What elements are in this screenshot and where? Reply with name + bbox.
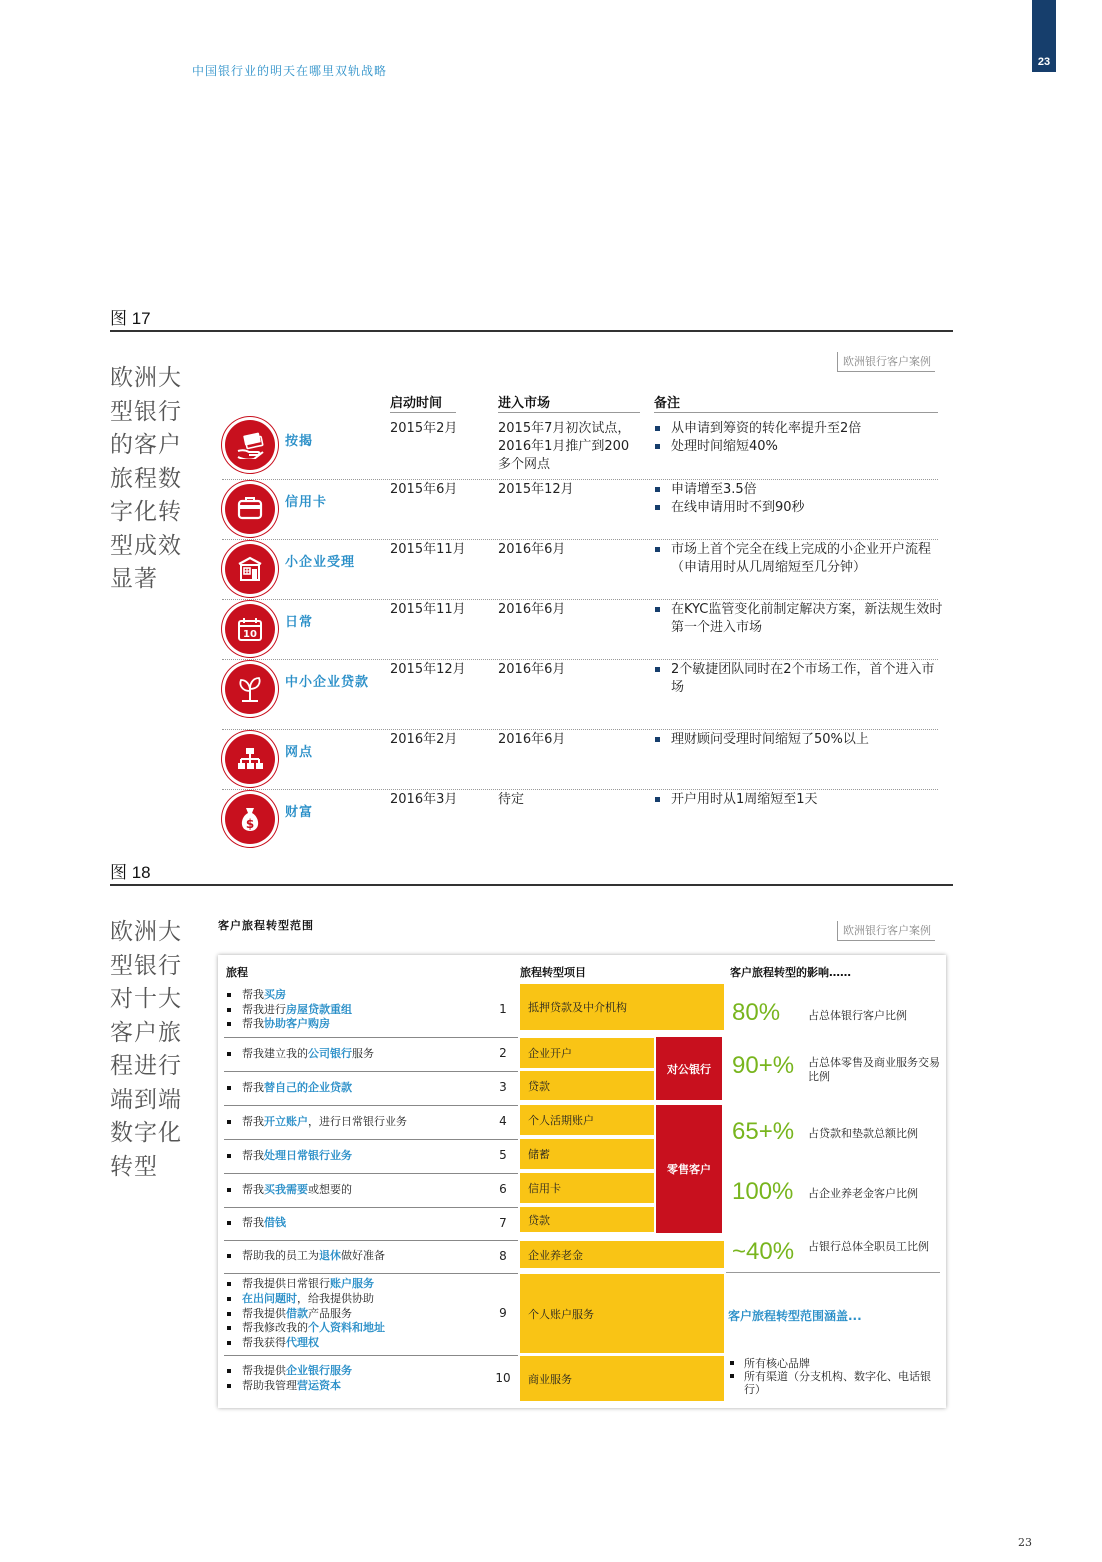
row-start-date: 2015年6月 bbox=[390, 482, 458, 497]
note-item: 申请增至3.5倍 bbox=[654, 481, 944, 499]
svg-text:$: $ bbox=[245, 817, 255, 831]
journey-item bbox=[224, 988, 492, 1003]
impact-description: 占总体银行客户比例 bbox=[808, 1009, 907, 1022]
journey-highlight: 个人资料和地址 bbox=[308, 1321, 385, 1335]
journey-text: 帮我进行 bbox=[242, 1002, 286, 1016]
journey-item bbox=[224, 1277, 492, 1292]
journey-highlight: 借钱 bbox=[264, 1216, 286, 1230]
project-box: 信用卡 bbox=[520, 1173, 654, 1204]
fig18-header-journey: 旅程 bbox=[226, 966, 248, 979]
journey-item bbox=[224, 1003, 492, 1018]
impact-description: 占企业养老金客户比例 bbox=[808, 1187, 918, 1200]
row-name: 中小企业贷款 bbox=[285, 675, 370, 690]
row-notes bbox=[654, 661, 944, 697]
row-notes bbox=[654, 420, 944, 456]
money-bag-icon bbox=[225, 794, 275, 844]
side-title-line: 型银行 bbox=[110, 398, 182, 425]
journey-item bbox=[224, 1364, 492, 1379]
market-line: 2016年6月 bbox=[498, 732, 566, 747]
row-divider bbox=[224, 1355, 518, 1356]
journey-item bbox=[224, 1379, 492, 1394]
table-row bbox=[222, 789, 938, 847]
segment-corporate-banking: 对公银行 bbox=[656, 1037, 722, 1100]
row-notes bbox=[654, 791, 944, 809]
fig17-label: 图 17 bbox=[110, 309, 151, 328]
fig17-header-rule-market bbox=[498, 412, 640, 413]
journey-item bbox=[224, 1183, 492, 1198]
journey-text: 帮我 bbox=[242, 1114, 264, 1128]
impact-description: 占银行总体全职员工比例 bbox=[808, 1240, 929, 1253]
market-line: 2016年1月推广到200 bbox=[498, 439, 630, 454]
project-box: 贷款 bbox=[520, 1207, 654, 1233]
page-tab-number: 23 bbox=[1037, 56, 1051, 68]
side-title-line: 客户旅 bbox=[110, 1019, 182, 1046]
journey-text: 帮我建立我的 bbox=[242, 1046, 308, 1060]
journey-text: ，进行日常银行业务 bbox=[308, 1114, 407, 1128]
fig18-label: 图 18 bbox=[110, 863, 151, 882]
table-row bbox=[222, 599, 943, 660]
fig18-side-title bbox=[110, 916, 188, 1184]
row-divider bbox=[224, 1240, 518, 1241]
project-box: 商业服务 bbox=[520, 1356, 724, 1402]
project-number: 10 bbox=[495, 1371, 511, 1385]
fig18-panel bbox=[218, 955, 946, 1408]
market-line: 2015年7月初次试点， bbox=[498, 421, 631, 436]
journey-text: 产品服务 bbox=[308, 1306, 352, 1320]
scope-list bbox=[728, 1357, 938, 1396]
row-start-date: 2016年3月 bbox=[390, 792, 458, 807]
journey-text: 帮我 bbox=[242, 1080, 264, 1094]
journey-item bbox=[224, 1047, 492, 1062]
journey-list bbox=[224, 1364, 492, 1393]
journey-highlight: 买房 bbox=[264, 987, 286, 1001]
journey-text: 帮我 bbox=[242, 1148, 264, 1162]
journey-text: ，给我提供协助 bbox=[297, 1291, 374, 1305]
fig18-rule bbox=[110, 884, 953, 886]
journey-list bbox=[224, 1277, 492, 1351]
market-line: 待定 bbox=[498, 792, 525, 807]
scope-title: 客户旅程转型范围涵盖... bbox=[728, 1309, 862, 1323]
fig17-header-rule-notes bbox=[654, 412, 938, 413]
journey-highlight: 替自己的企业贷款 bbox=[264, 1080, 352, 1094]
journey-list bbox=[224, 1149, 492, 1164]
project-number: 2 bbox=[499, 1046, 507, 1060]
project-box: 个人账户服务 bbox=[520, 1274, 724, 1354]
journey-text: 服务 bbox=[352, 1046, 374, 1060]
plant-icon bbox=[225, 664, 275, 714]
journey-item bbox=[224, 1017, 492, 1032]
journey-text: 帮我 bbox=[242, 1182, 264, 1196]
side-title-line: 显著 bbox=[110, 566, 158, 592]
journey-highlight: 借款 bbox=[286, 1306, 308, 1320]
fig18-header-project: 旅程转型项目 bbox=[520, 966, 586, 979]
fig18-case-tag: 欧洲银行客户案例 bbox=[837, 921, 935, 941]
scope-item: 所有渠道（分支机构、数字化、电话银行） bbox=[728, 1370, 938, 1396]
row-name: 小企业受理 bbox=[285, 555, 356, 570]
journey-text: 帮我提供 bbox=[242, 1364, 286, 1378]
journey-item bbox=[224, 1115, 492, 1130]
journey-item bbox=[224, 1321, 492, 1336]
row-market-date bbox=[498, 661, 644, 679]
impact-percentage: 100% bbox=[732, 1178, 794, 1205]
journey-list bbox=[224, 988, 492, 1032]
table-row bbox=[222, 539, 938, 600]
row-notes bbox=[654, 481, 944, 517]
fig17-header-start: 启动时间 bbox=[390, 396, 443, 411]
row-start-date: 2016年2月 bbox=[390, 732, 458, 747]
side-title-line: 的客户 bbox=[110, 432, 182, 458]
journey-list bbox=[224, 1081, 492, 1096]
journey-list bbox=[224, 1115, 492, 1130]
row-notes bbox=[654, 541, 944, 577]
journey-highlight: 企业银行服务 bbox=[286, 1364, 352, 1378]
row-market-date bbox=[498, 481, 644, 499]
journey-text: 帮我修改我的 bbox=[242, 1321, 308, 1335]
row-name: 按揭 bbox=[285, 434, 314, 449]
journey-highlight: 在出问题时 bbox=[242, 1291, 297, 1305]
side-title-line: 字化转 bbox=[110, 499, 182, 525]
row-start-date: 2015年2月 bbox=[390, 421, 458, 436]
credit-card-icon bbox=[225, 484, 275, 534]
journey-list bbox=[224, 1249, 492, 1264]
fig17-header-rule-start bbox=[390, 412, 456, 413]
journey-item bbox=[224, 1081, 492, 1096]
note-item: 处理时间缩短40% bbox=[654, 438, 944, 456]
scope-item: 所有核心品牌 bbox=[728, 1357, 938, 1370]
table-row bbox=[222, 729, 938, 790]
note-item: 2个敏捷团队同时在2个市场工作，首个进入市场 bbox=[654, 661, 944, 697]
journey-highlight: 协助客户购房 bbox=[264, 1017, 330, 1031]
side-title-line: 型成效 bbox=[110, 532, 182, 559]
journey-highlight: 房屋贷款重组 bbox=[286, 1002, 352, 1016]
side-title-line: 欧洲大 bbox=[110, 365, 182, 391]
row-divider bbox=[224, 1173, 518, 1174]
row-market-date bbox=[498, 791, 644, 809]
project-number: 6 bbox=[499, 1182, 507, 1196]
journey-item bbox=[224, 1336, 492, 1351]
side-title-line: 转型 bbox=[110, 1153, 158, 1180]
journey-highlight: 退休 bbox=[319, 1249, 341, 1263]
row-market-date bbox=[498, 601, 644, 619]
note-item: 理财顾问受理时间缩短了50%以上 bbox=[654, 731, 944, 749]
row-start-date: 2015年11月 bbox=[390, 602, 466, 617]
project-box: 企业开户 bbox=[520, 1038, 654, 1069]
journey-highlight: 处理日常银行业务 bbox=[264, 1148, 352, 1162]
running-title: 中国银行业的明天在哪里双轨战略 bbox=[192, 64, 388, 78]
journey-item bbox=[224, 1292, 492, 1307]
journey-item bbox=[224, 1307, 492, 1322]
fig17-header-market: 进入市场 bbox=[498, 396, 551, 411]
row-name: 财富 bbox=[285, 805, 314, 820]
row-divider bbox=[224, 1105, 518, 1106]
project-number: 3 bbox=[499, 1080, 507, 1094]
row-start-date: 2015年12月 bbox=[390, 662, 466, 677]
project-box: 抵押贷款及中介机构 bbox=[520, 984, 724, 1031]
fig18-header-impact: 客户旅程转型的影响…… bbox=[730, 966, 851, 979]
project-number: 8 bbox=[499, 1248, 507, 1263]
journey-text: 或想要的 bbox=[308, 1182, 352, 1196]
row-name: 信用卡 bbox=[285, 495, 328, 510]
project-box: 企业养老金 bbox=[520, 1241, 724, 1269]
calendar-icon bbox=[225, 604, 275, 654]
side-title-line: 欧洲大 bbox=[110, 919, 182, 945]
journey-text: 帮我获得 bbox=[242, 1336, 286, 1350]
row-name: 日常 bbox=[285, 615, 314, 630]
row-notes bbox=[654, 601, 944, 637]
note-item: 市场上首个完全在线上完成的小企业开户流程（申请用时从几周缩短至几分钟） bbox=[654, 541, 944, 577]
journey-highlight: 公司银行 bbox=[308, 1046, 352, 1060]
project-number: 5 bbox=[499, 1148, 507, 1162]
side-title-line: 型银行 bbox=[110, 952, 182, 979]
fig17-side-title bbox=[110, 362, 188, 597]
journey-text: 帮我 bbox=[242, 1216, 264, 1230]
project-number: 7 bbox=[499, 1215, 507, 1230]
journey-highlight: 营运资本 bbox=[297, 1379, 341, 1392]
journey-list bbox=[224, 1216, 492, 1231]
journey-text: 帮我 bbox=[242, 987, 264, 1001]
journey-highlight: 开立账户 bbox=[264, 1114, 308, 1128]
row-divider bbox=[224, 1273, 518, 1274]
side-title-line: 程进行 bbox=[110, 1053, 182, 1079]
network-icon bbox=[225, 734, 275, 784]
row-start-date: 2015年11月 bbox=[390, 542, 466, 557]
fig18-subtitle: 客户旅程转型范围 bbox=[218, 919, 314, 932]
row-market-date bbox=[498, 731, 644, 749]
row-market-date bbox=[498, 541, 644, 559]
market-line: 2016年6月 bbox=[498, 542, 566, 557]
impact-description: 占贷款和垫款总额比例 bbox=[808, 1127, 918, 1140]
journey-item bbox=[224, 1249, 492, 1264]
row-name: 网点 bbox=[285, 745, 314, 760]
journey-text: 做好准备 bbox=[341, 1249, 385, 1263]
journey-item bbox=[224, 1149, 492, 1164]
side-title-line: 旅程数 bbox=[110, 465, 182, 492]
row-divider bbox=[224, 1139, 518, 1140]
project-number: 9 bbox=[499, 1306, 507, 1320]
impact-percentage: ~40% bbox=[732, 1238, 795, 1265]
impact-divider bbox=[726, 1272, 940, 1273]
project-box: 贷款 bbox=[520, 1071, 654, 1101]
impact-percentage: 80% bbox=[732, 999, 781, 1026]
journey-text: 帮助我管理 bbox=[242, 1379, 297, 1392]
row-notes bbox=[654, 731, 944, 749]
project-number: 4 bbox=[499, 1114, 507, 1128]
side-title-line: 对十大 bbox=[110, 986, 182, 1012]
note-item: 从申请到筹资的转化率提升至2倍 bbox=[654, 420, 944, 438]
journey-text: 帮我提供日常银行 bbox=[242, 1277, 330, 1291]
journey-highlight: 代理权 bbox=[286, 1336, 319, 1350]
impact-description: 占总体零售及商业服务交易比例 bbox=[808, 1056, 940, 1083]
project-box: 个人活期账户 bbox=[520, 1105, 654, 1136]
table-row bbox=[222, 414, 938, 480]
row-divider bbox=[224, 1207, 518, 1208]
page-number: 23 bbox=[1018, 1536, 1032, 1549]
row-divider bbox=[224, 1037, 518, 1038]
calendar-day: 10 bbox=[243, 629, 257, 640]
journey-text: 帮助我的员工为 bbox=[242, 1249, 319, 1263]
table-row bbox=[222, 659, 938, 730]
page-tab bbox=[1032, 0, 1056, 72]
fig17-header-notes: 备注 bbox=[654, 396, 681, 411]
note-item: 在KYC监管变化前制定解决方案，新法规生效时第一个进入市场 bbox=[654, 601, 944, 637]
note-item: 在线申请用时不到90秒 bbox=[654, 499, 944, 517]
fig17-case-tag: 欧洲银行客户案例 bbox=[837, 352, 935, 372]
project-box: 储蓄 bbox=[520, 1139, 654, 1170]
impact-percentage: 65+% bbox=[732, 1118, 795, 1145]
journey-text: 帮我提供 bbox=[242, 1306, 286, 1320]
journey-item bbox=[224, 1216, 492, 1231]
journey-list bbox=[224, 1183, 492, 1198]
journey-list bbox=[224, 1047, 492, 1062]
market-line: 2016年6月 bbox=[498, 602, 566, 617]
journey-highlight: 买我需要 bbox=[264, 1182, 308, 1196]
project-number: 1 bbox=[499, 1002, 507, 1016]
note-item: 开户用时从1周缩短至1天 bbox=[654, 791, 944, 809]
side-title-line: 数字化 bbox=[110, 1120, 182, 1146]
market-line: 2015年12月 bbox=[498, 482, 574, 497]
shop-icon bbox=[225, 544, 275, 594]
journey-highlight: 账户服务 bbox=[330, 1277, 374, 1291]
market-line: 2016年6月 bbox=[498, 662, 566, 677]
fig17-rule bbox=[110, 330, 953, 332]
impact-percentage: 90+% bbox=[732, 1052, 795, 1079]
segment-retail-customers: 零售客户 bbox=[656, 1105, 722, 1233]
journey-text: 帮我 bbox=[242, 1017, 264, 1031]
side-title-line: 端到端 bbox=[110, 1086, 182, 1113]
money-hand-icon bbox=[225, 420, 275, 470]
table-row bbox=[222, 479, 938, 540]
market-line: 多个网点 bbox=[498, 457, 551, 472]
row-divider bbox=[224, 1071, 518, 1072]
row-market-date bbox=[498, 420, 644, 474]
